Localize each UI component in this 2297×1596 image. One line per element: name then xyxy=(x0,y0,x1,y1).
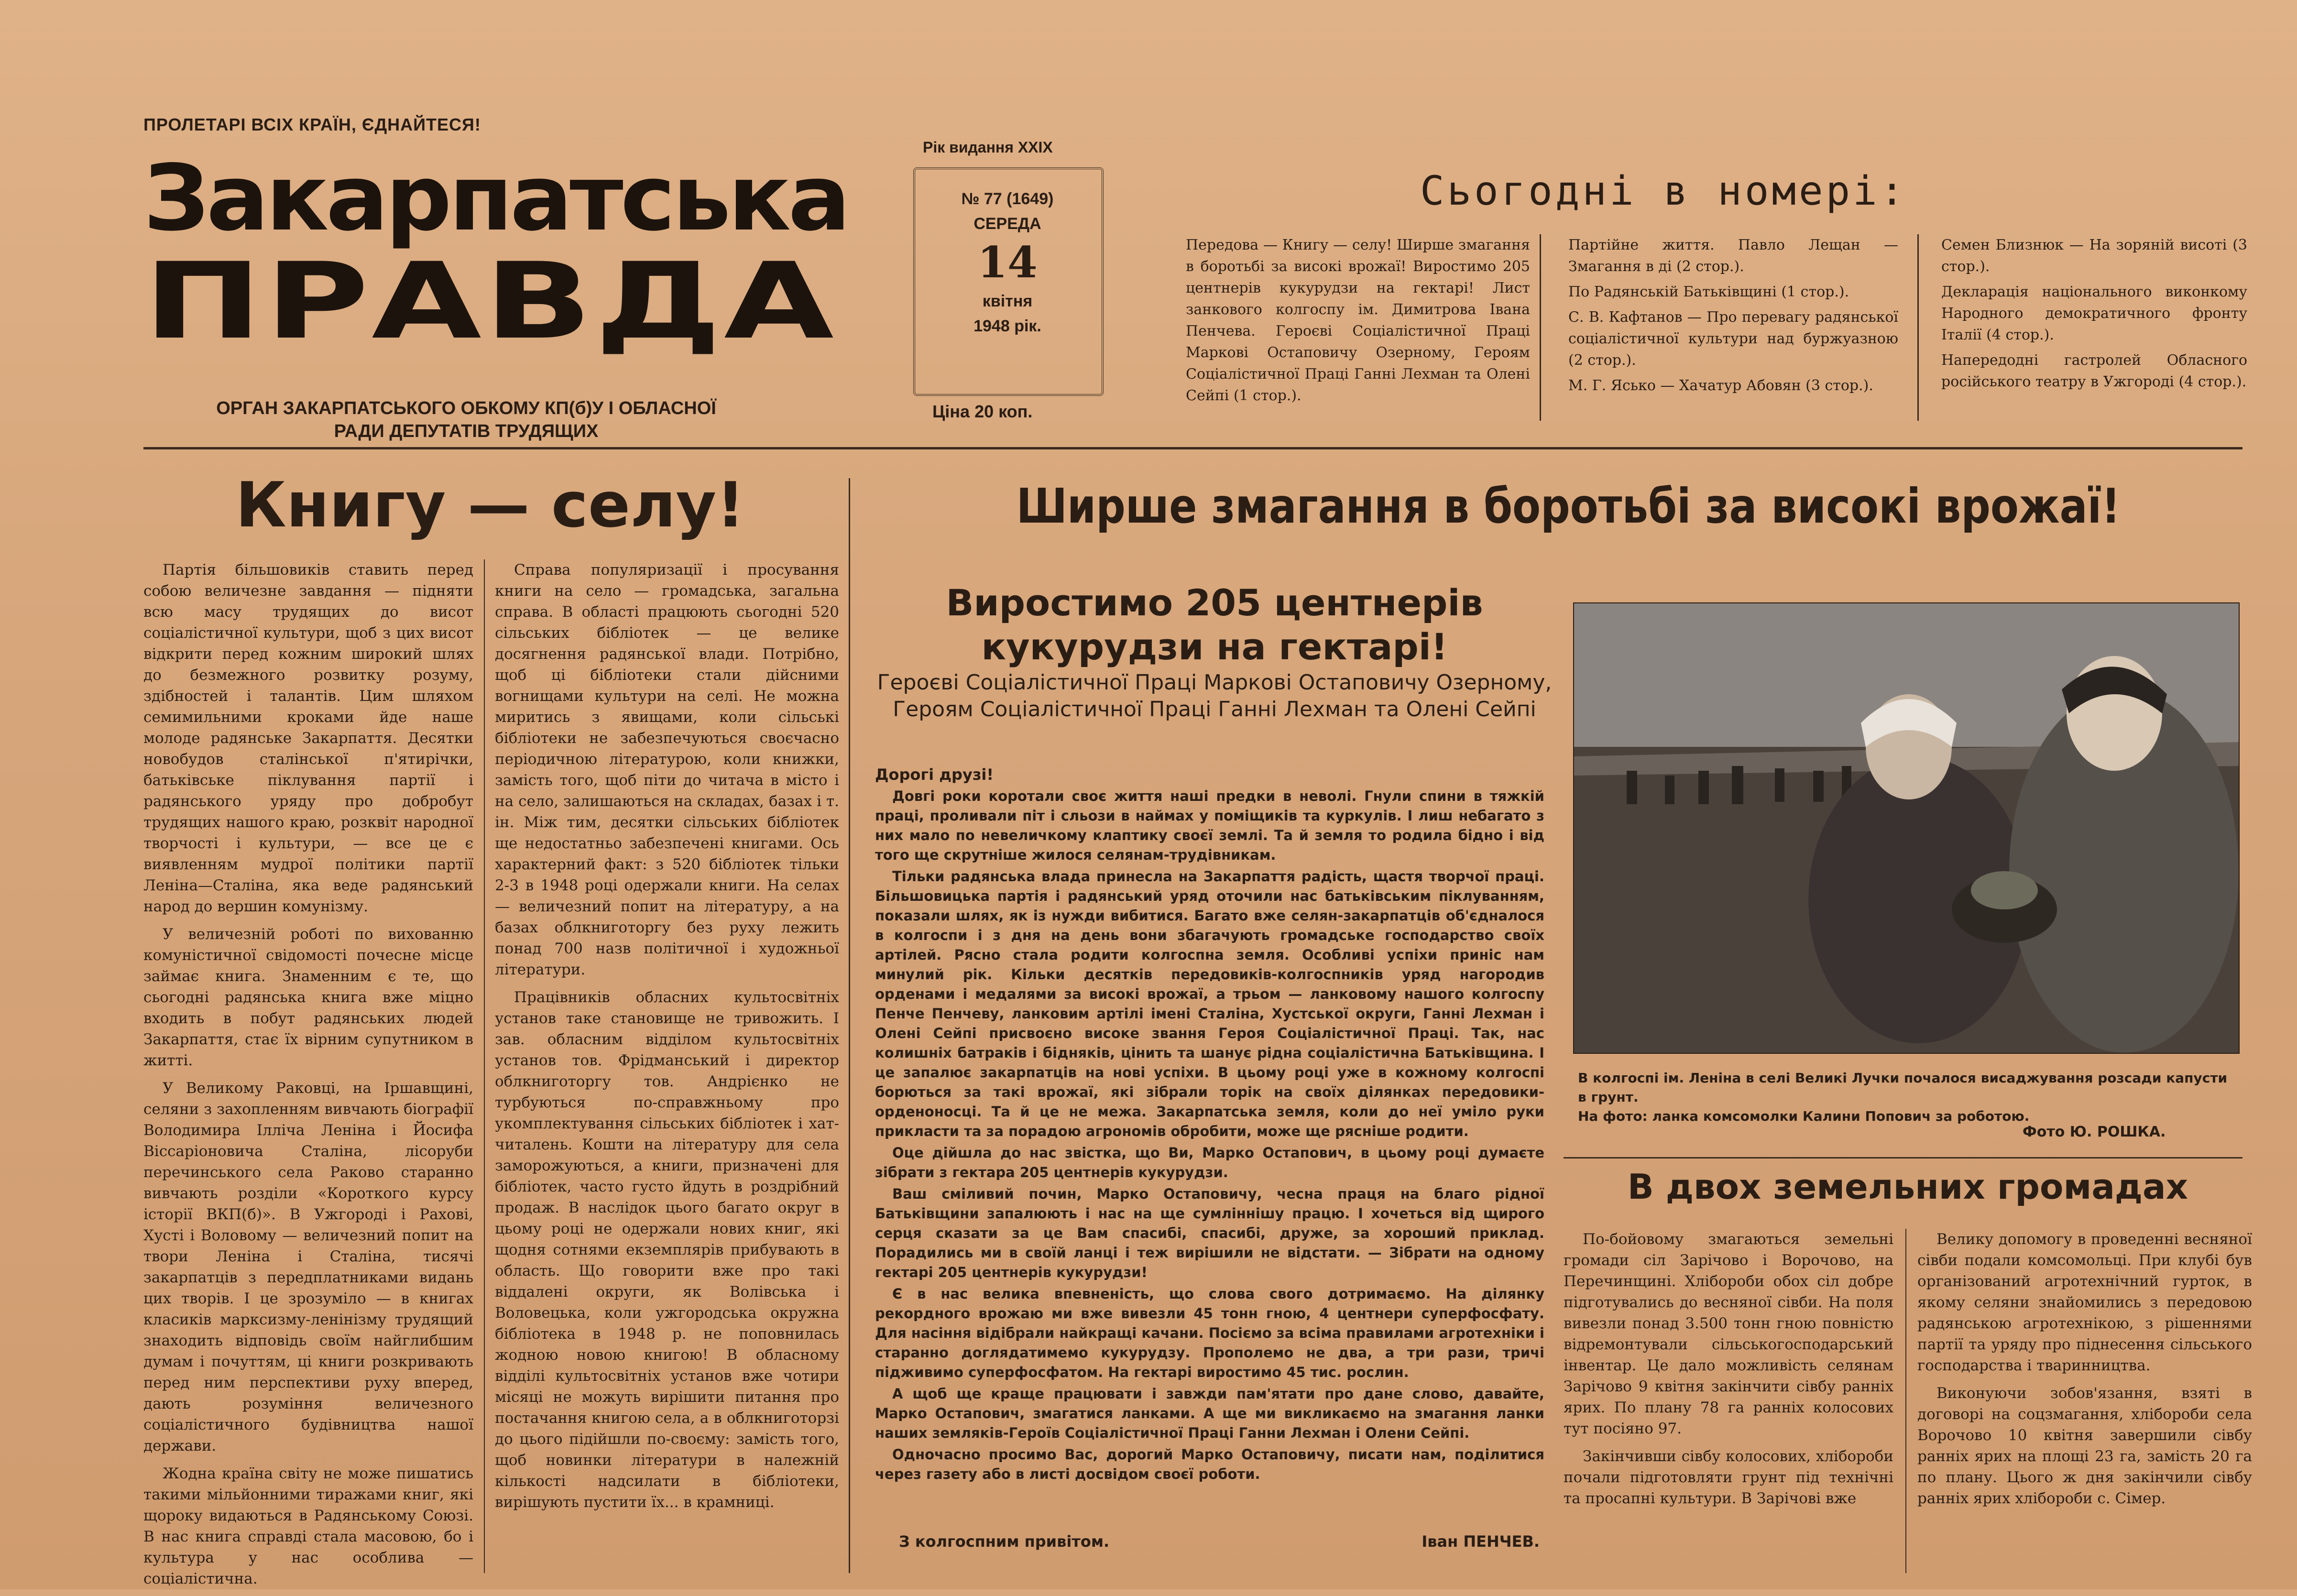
letter-signature: Іван ПЕНЧЕВ. xyxy=(1422,1532,1540,1551)
column-divider xyxy=(1917,234,1919,421)
issue-weekday: СЕРЕДА xyxy=(973,215,1041,233)
paragraph: Одночасно просимо Вас, дорогий Марко Остаповичу, писати нам, поділитися через газету або в листі досвідом своєї роботи. xyxy=(875,1446,1544,1482)
issue-price: Ціна 20 коп. xyxy=(932,402,1033,421)
section-rule xyxy=(1564,1157,2242,1159)
photo-caption-text: В колгоспі ім. Леніна в селі Великі Лучки почалося висаджування розсади капусти в грунт. xyxy=(1578,1070,2228,1105)
open-letter xyxy=(875,765,1544,1486)
contents-entry: Передова — Книгу — селу! Ширше змагання в боротьбі за високі врожаї! Виростимо 205 центнерів кукурудзи на гектарі! Лист занкового колгоспу ім. Димитрова Івана Пенчева. Героєві Соціалістичної Праці Маркові Остаповичу Озерному, Героям Соціалістичної Праці Ганні Лехман та Олені Сейпі (1 стор.). xyxy=(1186,237,1530,404)
news-photo xyxy=(1573,602,2240,1054)
editorial-column-1 xyxy=(143,559,473,1596)
contents-heading: Сьогодні в номері: xyxy=(1420,167,1907,214)
paragraph: По-бойовому змагаються земельні громади сіл Зарічово і Ворочово, на Перечинщині. Хлібороби обох сіл добре підготувались до весняної сівби. На поля вивезли понад 3.500 тонн гною повністю відремонтували сільськогосподарський інвентар. Це дало можливість селянам Зарічово 9 квітня закінчити сівбу ранніх ярих. По плану 78 га ранніх колосових тут посіяно 97. xyxy=(1564,1231,1893,1437)
contents-entry: Напередодні гастролей Обласного російського театру в Ужгороді (4 стор.). xyxy=(1941,352,2247,390)
contents-entry: М. Г. Ясько — Хачатур Абовян (3 стор.). xyxy=(1568,377,1873,394)
masthead-title-line2: ПРАВДА xyxy=(143,240,837,362)
photo-credit: Фото Ю. РОШКА. xyxy=(2023,1124,2166,1140)
publication-year: Рік видання XXIX xyxy=(923,139,1053,156)
editorial-column-2 xyxy=(495,559,839,1519)
column-divider xyxy=(849,478,850,1573)
story-subheadline: Виростимо 205 центнерів кукурудзи на гектарі! xyxy=(946,581,1483,668)
issue-day: 14 xyxy=(977,237,1038,288)
contents-column-2 xyxy=(1568,234,1898,400)
paragraph: У Великому Раковці, на Іршавщині, селяни з захопленням вивчають біографії Володимира Ілліча Леніна і Йосифа Віссаріоновича Сталіна, лісоруби перечинського села Раково старанно вивчають розділи «Короткого курсу історії ВКП(б)». В Ужгороді і Рахові, Хусті і Воловому — величезний попит на твори Леніна і Сталіна, тисячі закарпатців з передплатниками видань цих творів. І це зрозуміло — в книгах класиків марксизму-ленінізму трудящий знаходить відповідь своїм найглибшим думам і почуттям, ці книги розкривають перед ним перспективи руху вперед, дають розуміння величезного соціалістичного будівництва нашої держави. xyxy=(143,1080,473,1454)
paragraph: Закінчивши сівбу колосових, хлібороби почали підготовляти грунт під технічні та просапні культури. В Зарічові вже xyxy=(1564,1448,1893,1507)
photo-caption xyxy=(1578,1069,2228,1126)
letter-greeting: Дорогі друзі! xyxy=(875,765,994,784)
photo-caption-note: На фото: ланка комсомолки Калини Попович за роботою. xyxy=(1578,1108,2030,1124)
side-story-column-2 xyxy=(1917,1229,2252,1516)
letter-signoff xyxy=(899,1532,1540,1551)
contents-column-3 xyxy=(1941,234,2247,396)
column-divider xyxy=(1905,1229,1906,1573)
paragraph: Жодна країна світу не може пишатись такими мільйонними тиражами книг, які щороку видаються в Радянському Союзі. В нас книга справді стала масовою, бо і культура у нас особлива — соціалістична. xyxy=(143,1465,473,1587)
letter-closing: З колгоспним привітом. xyxy=(899,1532,1110,1551)
photo-illustration xyxy=(1574,603,2239,1053)
contents-entry: С. В. Кафтанов — Про перевагу радянської соціалістичної культури над буржуазною (2 стор.). xyxy=(1568,309,1898,369)
contents-entry: Семен Близнюк — На зоряній висоті (3 стор.). xyxy=(1941,237,2247,275)
party-motto: ПРОЛЕТАРІ ВСІХ КРАЇН, ЄДНАЙТЕСЯ! xyxy=(143,115,481,134)
masthead-title-line1: Закарпатська xyxy=(143,145,848,251)
issue-year: 1948 рік. xyxy=(973,317,1041,335)
paragraph: Ваш сміливий почин, Марко Остаповичу, чесна праця на благо рідної Батьківщини запалюють і нас на ще сумліннішу працю. І хочеться від щирого серця сказати за це Вам спасибі, спасибі, друже, за хороший приклад. Порадились ми в своїй ланці і теж вирішили не відстати. — Зібрати на одному гектарі 205 центнерів кукурудзи! xyxy=(875,1186,1544,1280)
contents-entry: По Радянській Батьківщині (1 стор.). xyxy=(1568,284,1849,300)
paragraph: Довгі роки коротали своє життя наші предки в неволі. Гнули спини в тяжкій праці, проливали піт і сльози в наймах у поміщиків та куркулів. І лиш небагато з них мало по невеличкому клаптику своєї землі. Та й земля то родила бідно і від того ще скрутніше жилося селянам-трудівникам. xyxy=(875,788,1544,863)
masthead-rule xyxy=(143,447,2242,449)
side-story-headline: В двох земельних громадах xyxy=(1627,1167,2188,1207)
contents-column-1 xyxy=(1186,234,1530,410)
paragraph: Виконуючи зобов'язання, взяті в договорі на соцзмагання, хлібороби села Ворочово 10 квітня завершили сівбу ранніх ярих на площі 23 га, замість 20 га по плану. Цього ж дня закінчили сівбу ранніх ярих хлібороби с. Сімер. xyxy=(1917,1385,2252,1507)
paragraph: А щоб ще краще працювати і завжди пам'ятати про дане слово, давайте, Марко Остапович, змагатися ланками. А ще ми викликаємо на змагання ланки наших земляків-Героїв Соціалістичної Праці Ганни Лехман і Олени Сейпі. xyxy=(875,1386,1544,1441)
paragraph: У величезній роботі по вихованню комуністичної свідомості почесне місце займає книга. Знаменним є те, що сьогодні радянська книга вже міцно входить в побут радянських людей Закарпаття, стає їх вірним супутником в житті. xyxy=(143,926,473,1069)
paragraph: Працівників обласних культосвітніх установ таке становище не тривожить. І зав. обласним відділом культосвітніх установ тов. Фрідманський і директор облкниготоргу тов. Андрієнко не турбуються по-справжньому про укомплектування сільських бібліотек і хат-читалень. Кошти на літературу для села заморожуються, а книги, призначені для бібліотек, часто густо йдуть в роздрібний продаж. В наслідок цього багато округ в цьому році не одержали нових книг, які щодня сотнями екземплярів прибувають в область. Що говорити вже про такі віддалені округи, як Волівська і Воловецька, коли ужгородська окружна бібліотека в 1948 р. не поповнилась жодною новою книгою! В обласному відділі культосвітніх установ вже чотири місяці не можуть вирішити питання про постачання книгою села, а в облкниготорзі до цього підійшли по-своєму: замість того, щоб новинки літератури в належній кількості надсилати в бібліотеки, вирішують пустити їх... в крамниці. xyxy=(495,989,839,1511)
paragraph: Справа популяризації і просування книги на село — громадська, загальна справа. В області працюють сьогодні 520 сільських бібліотек — це велике досягнення радянської влади. Потрібно, щоб ці бібліотеки стали дійсними вогнищами культури на селі. Не можна миритись з явищами, коли сільські бібліотеки не забезпечуються своєчасно періодичною літературою, коли книжки, замість того, щоб піти до читача в місто і на село, залишаються на складах, базах і т. ін. Між тим, десятки сільських бібліотек ще недостатньо забезпечені книгами. Ось характерний факт: з 520 бібліотек тільки 2-3 в 1948 році одержали книги. На селах — величезний попит на літературу, а на базах облкниготоргу без руху лежить понад 700 назв політичної і художньої літератури. xyxy=(495,561,839,978)
issue-month: квітня xyxy=(982,292,1033,310)
story-dedication: Героєві Соціалістичної Праці Маркові Остаповичу Озерному, Героям Соціалістичної Праці Ганні Лехман та Олені Сейпі xyxy=(877,670,1552,721)
paragraph: Велику допомогу в проведенні весняної сівби подали комсомольці. При клубі був організований агротехнічний гурток, в якому селяни знайомились з передовою радянською агротехнікою, з рішеннями партії та уряду про піднесення сільського господарства і тваринництва. xyxy=(1917,1231,2252,1374)
issue-number: № 77 (1649) xyxy=(961,190,1054,208)
paragraph: Партія більшовиків ставить перед собою величезне завдання — підняти всю масу трудящих до висот соціалістичної культури, щоб з цих висот відкрити перед кожним широкий шлях до безмежного розвитку розуму, здібностей і талантів. Цим шляхом семимильними кроками йде наше молоде радянське Закарпаття. Десятки новобудов сталінської п'ятирічки, батьківське піклування партії і радянського уряду про добробут трудящих нашого краю, розквіт народної творчості і культури, — все це є виявленням мудрої політики партії Леніна—Сталіна, яка веде радянський народ до вершин комунізму. xyxy=(143,561,473,915)
editorial-title: Книгу — селу! xyxy=(235,469,745,541)
main-headline: Ширше змагання в боротьбі за високі врожаї! xyxy=(1016,478,2121,534)
paragraph: Тільки радянська влада принесла на Закарпаття радість, щастя творчої праці. Більшовицька партія і радянський уряд оточили нас батьківським піклуванням, показали шлях, як із нужди вибитися. Багато вже селян-закарпатців об'єдналося в колгоспи і з дня на день вони збагачують громадське господарство своїх артілей. Рясно стала родити колгоспна земля. Особливі успіхи приніс нам минулий рік. Кільки десятків передовиків-колгоспників уряд нагородив орденами і медалями за високі врожаї, а трьом — ланковому нашого колгоспу Пенче Пенчеву, ланковим артілі імені Сталіна, Хустської округи, Ганні Лехман і Олені Сейпі присвоєно високе звання Героя Соціалістичної Праці. Так, нас колишніх батраків і бідняків, цінить та шанує рідна соціалістична Батьківщина. І це запалює закарпатців на нові успіхи. В цьому році уже в кожному колгоспі борються за такі врожаї, які зібрали торік на своїх ділянках передовики-орденоносці. Та й це не межа. Закарпатська земля, коли до неї уміло руки прикласти та за порадою агрономів обробити, може ще рясніше родити. xyxy=(875,868,1544,1139)
column-divider xyxy=(484,559,485,1573)
column-divider xyxy=(1540,234,1541,421)
contents-entry: Декларація національного виконкому Народного демократичного фронту Італії (4 стор.). xyxy=(1941,284,2247,343)
paragraph: Є в нас велика впевненість, що слова свого дотримаємо. На ділянку рекордного врожаю ми вже вивезли 45 тонн гною, 4 центнери суперфосфату. Для насіння відібрали найкращі качани. Посіємо за всіма правилами агротехніки і старанно доглядатимемо кукурудзу. Прополемо не два, а три рази, тричі підживимо суперфосфатом. На гектарі виростимо 45 тис. рослин. xyxy=(875,1286,1544,1380)
contents-entry: Партійне життя. Павло Лещан — Змагання в ді (2 стор.). xyxy=(1568,237,1898,275)
paragraph: Оце дійшла до нас звістка, що Ви, Марко Остапович, в цьому році думаєте зібрати з гектара 205 центнерів кукурудзи. xyxy=(875,1145,1544,1181)
issue-info xyxy=(913,186,1102,339)
masthead-organ: ОРГАН ЗАКАРПАТСЬКОГО ОБКОМУ КП(б)У І ОБЛАСНОЇ РАДИ ДЕПУТАТІВ ТРУДЯЩИХ xyxy=(216,398,716,441)
side-story-column-1 xyxy=(1564,1229,1893,1516)
